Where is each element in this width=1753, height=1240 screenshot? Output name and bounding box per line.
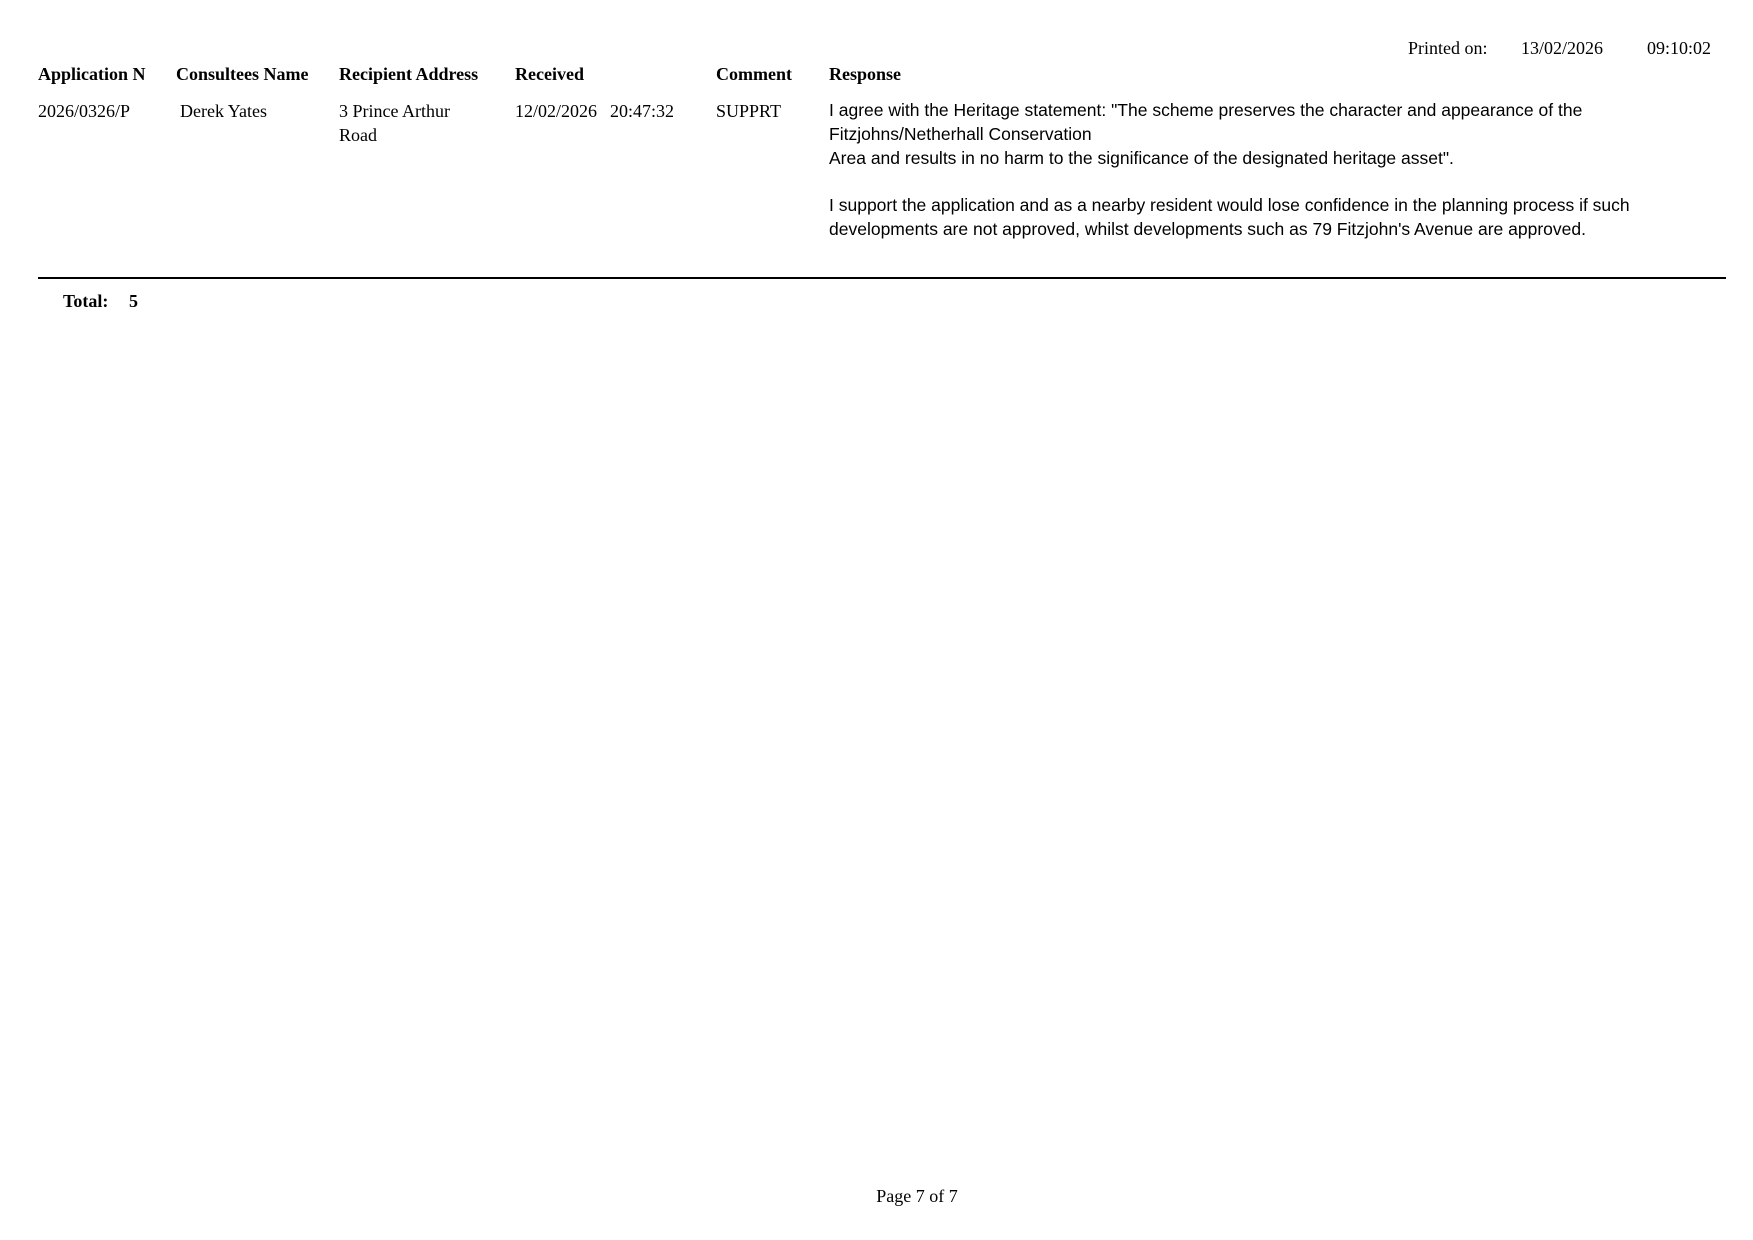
column-header-comment: Comment xyxy=(716,64,792,84)
received-date: 12/02/2026 xyxy=(515,101,598,121)
total-value: 5 xyxy=(129,291,138,311)
page-number: Page 7 of 7 xyxy=(876,1186,958,1206)
recipient-address: 3 Prince Arthur Road xyxy=(339,101,450,145)
comment-code: SUPPRT xyxy=(716,101,781,121)
column-header-response: Response xyxy=(829,64,902,84)
received-time: 20:47:32 xyxy=(610,101,675,121)
application-number: 2026/0326/P xyxy=(38,101,131,121)
total-label: Total: xyxy=(63,291,109,311)
column-header-consultee-name: Consultees Name xyxy=(176,64,309,84)
printed-on-date: 13/02/2026 xyxy=(1521,38,1604,58)
table-bottom-rule xyxy=(38,277,1726,279)
column-header-recipient-address: Recipient Address xyxy=(339,64,479,84)
column-header-application: Application N xyxy=(38,64,146,84)
printed-on-time: 09:10:02 xyxy=(1647,38,1712,58)
consultee-name: Derek Yates xyxy=(180,101,267,121)
printed-on-label: Printed on: xyxy=(1408,38,1488,58)
column-header-received: Received xyxy=(515,64,584,84)
response-text: I agree with the Heritage statement: "The scheme preserves the character and appearance of the Fitzjohns/Netherhall Conservation Area and results in no harm to the significance of the designated heritage asset". I support the application and as a nearby resident would lose confidence in the planning process if such developments are not approved, whilst developments such as 79 Fitzjohn's Avenue are approved. xyxy=(829,100,1630,239)
